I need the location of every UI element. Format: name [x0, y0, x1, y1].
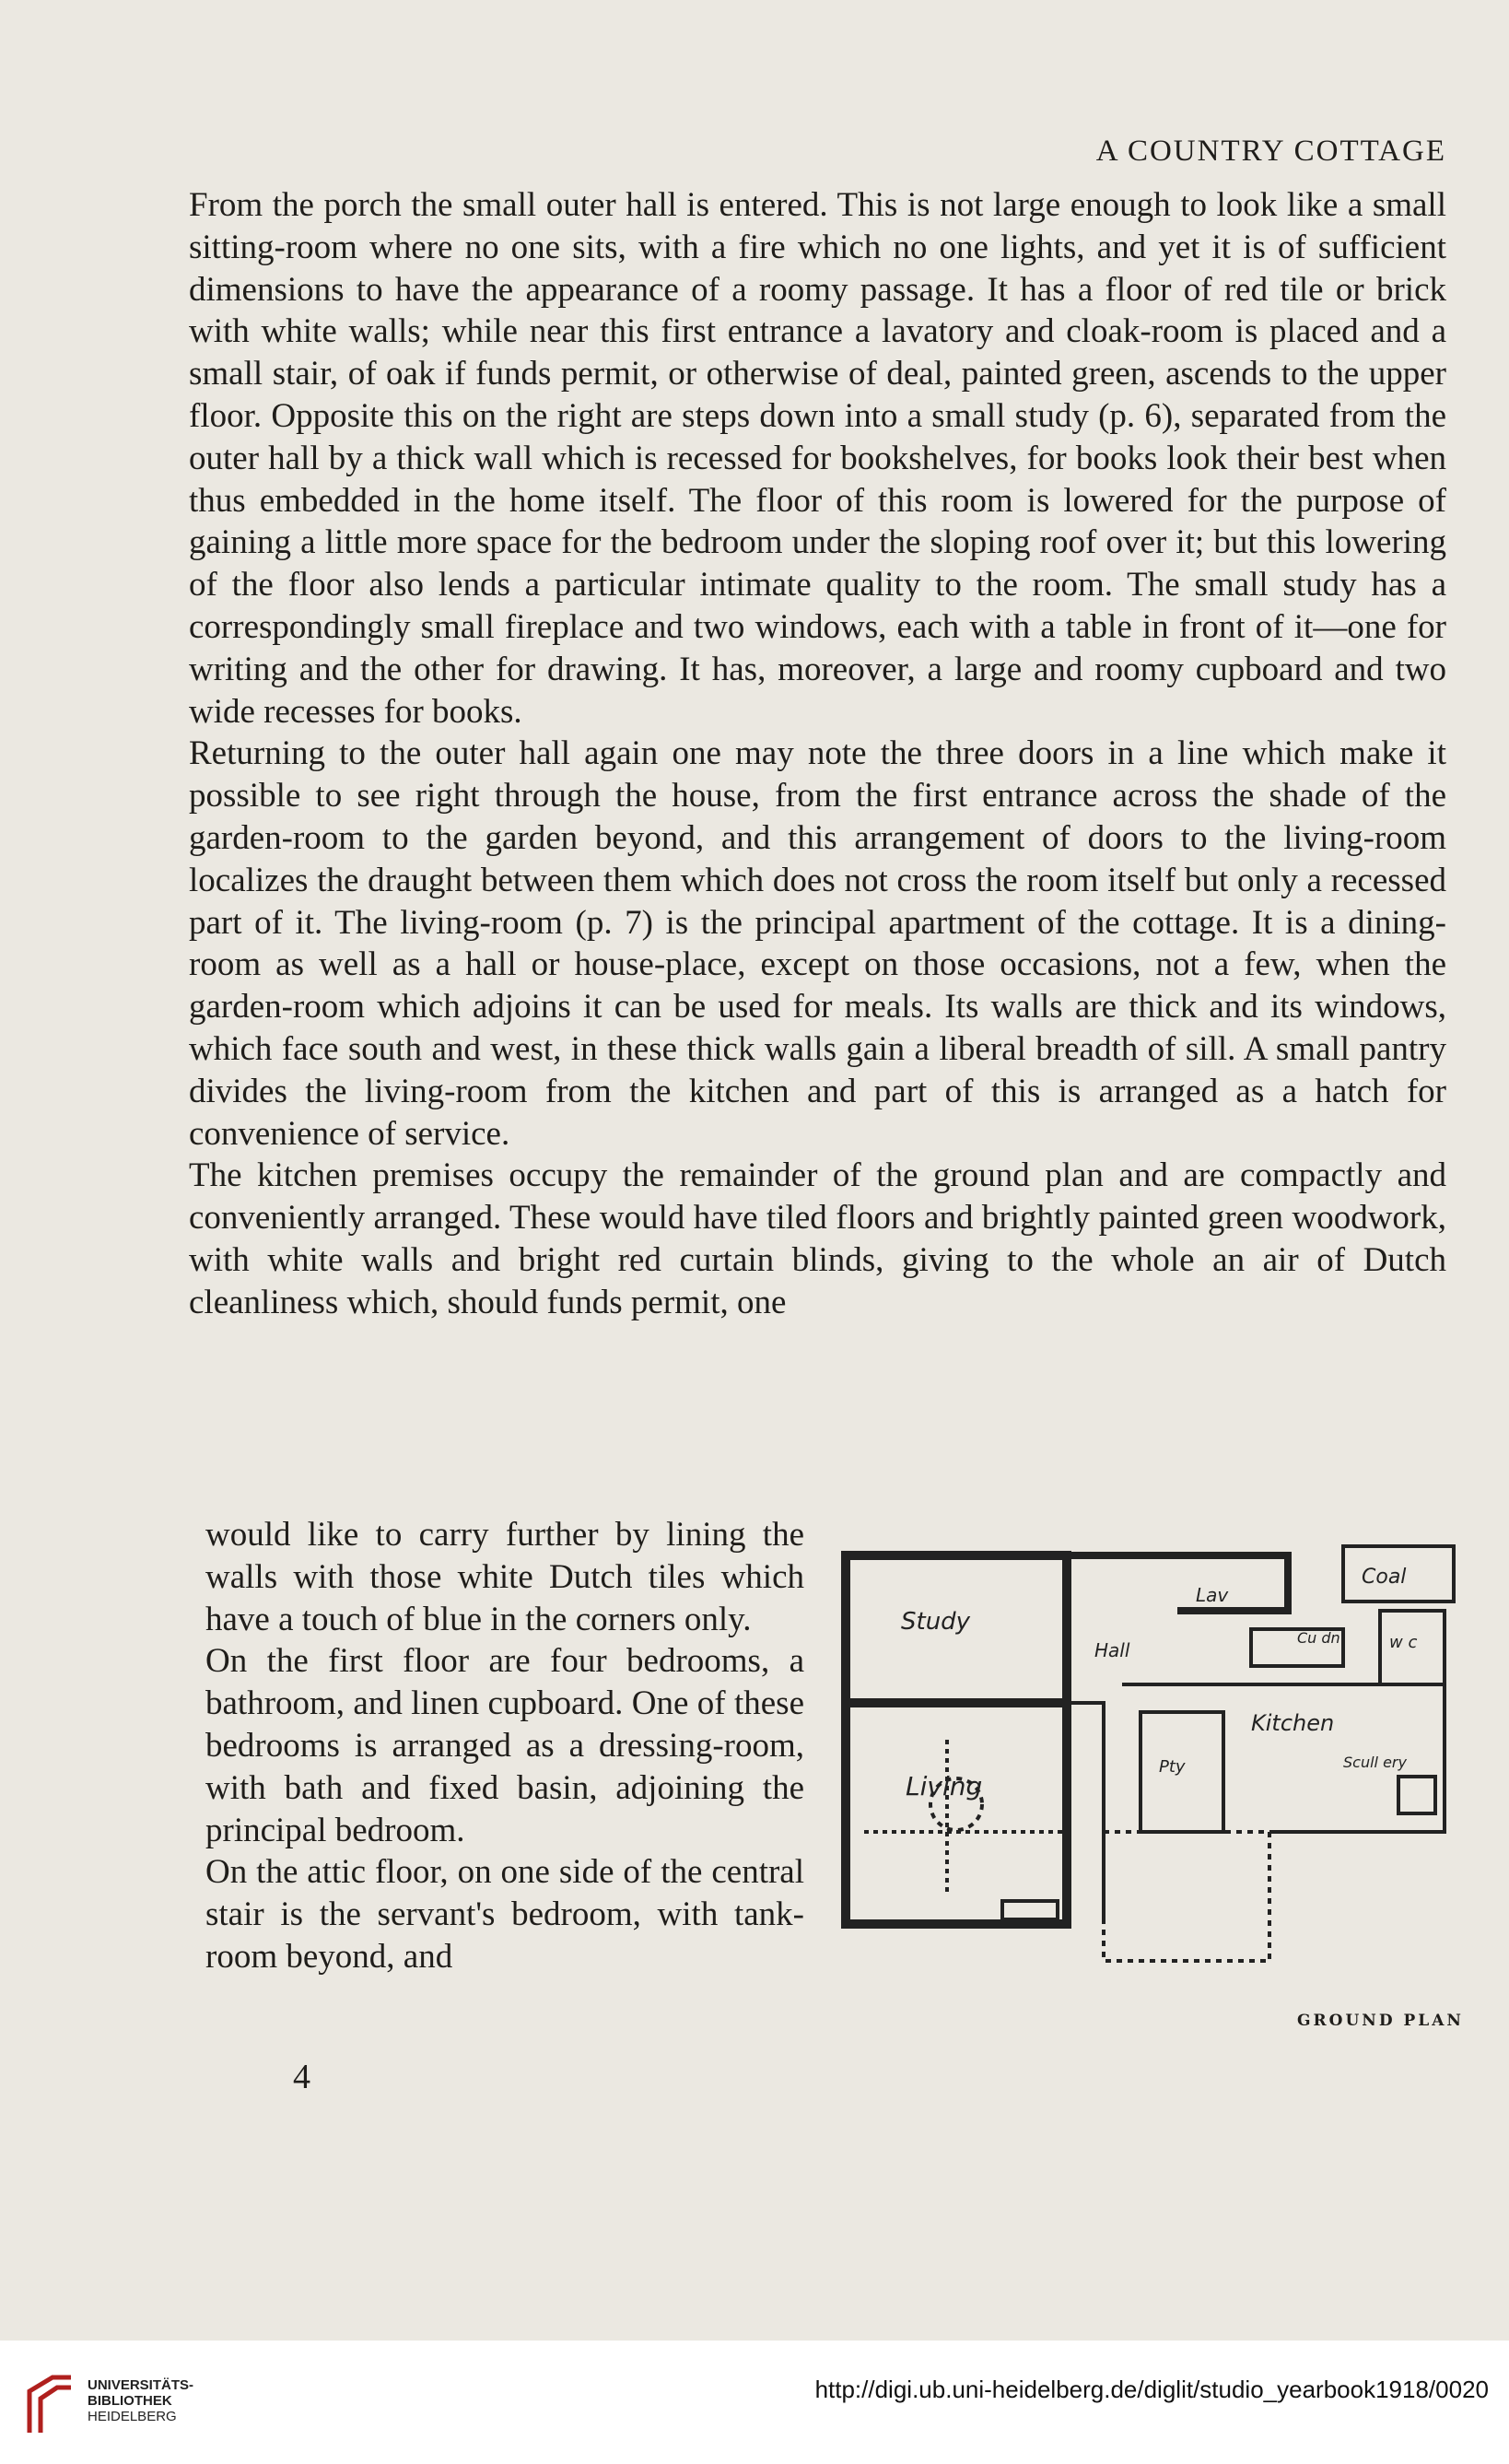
footer-bar — [0, 2341, 1509, 2464]
body-text — [189, 184, 1446, 1324]
living-room — [846, 1703, 1067, 1924]
source-url-link[interactable]: http://digi.ub.uni-heidelberg.de/diglit/studio_yearbook1918/0020 — [814, 2376, 1489, 2403]
paragraph: From the porch the small outer hall is entered. This is not large enough to look like a small sitting-room where no one sits, with a fire which no one lights, and yet it is of sufficient dimensions to have the appearance of a roomy passage. It has a floor of red tile or brick with white walls; while near this first entrance a lavatory and cloak-room is placed and a small stair, of oak if funds permit, or otherwise of deal, painted green, ascends to the upper floor. Opposite this on the right are steps down into a small study (p. 6), separated from the outer hall by a thick wall which is recessed for bookshelves, for books look their best when thus embedded in the home itself. The floor of this room is lowered for the purpose of gaining a little more space for the bedroom under the sloping roof over it; but this lowering of the floor also lends a particular intimate quality to the room. The small study has a correspondingly small fireplace and two windows, each with a table in front of it—one for writing and the other for drawing. It has, moreover, a large and roomy cupboard and two wide recesses for books. — [189, 186, 1446, 731]
kitchen-label: Kitchen — [1251, 1710, 1335, 1736]
fireplace — [1002, 1901, 1058, 1919]
running-head: A COUNTRY COTTAGE — [1095, 135, 1446, 168]
cupboard-label: Cu dn — [1297, 1629, 1340, 1647]
paragraph: On the first floor are four bedrooms, a bathroom, and linen cupboard. One of these bedrooms is arranged as a dressing-room, with bath and fixed basin, adjoining the principal bedroom. — [205, 1642, 804, 1849]
ground-plan-svg — [827, 1528, 1463, 2007]
yard — [1104, 1832, 1269, 1961]
hall-lower-wall — [1067, 1703, 1104, 1924]
ground-plan-drawing — [827, 1528, 1463, 2007]
wc-label: w c — [1389, 1633, 1418, 1652]
paragraph: The kitchen premises occupy the remainder of the ground plan and are compactly and conveniently arranged. These would have tiled floors and brightly painted green woodwork, with white walls and bright red curtain blinds, giving to the whole an air of Dutch cleanliness which, should funds permit, one — [189, 1156, 1446, 1321]
body-text-narrow — [205, 1514, 804, 1978]
paragraph: Returning to the outer hall again one may note the three doors in a line which make it possible to see right through the house, from the first entrance across the shade of the garden-room to the garden beyond, and this arrangement of doors to the living-room localizes the draught between them which does not cross the room itself but only a recessed part of it. The living-room (p. 7) is the principal apartment of the cottage. It is a dining-room as well as a hall or house-place, except on those occasions, not a few, when the garden-room which adjoins it can be used for meals. Its walls are thick and its windows, which face south and west, in these thick walls gain a liberal breadth of sill. A small pantry divides the living-room from the kitchen and part of this is arranged as a hatch for convenience of service. — [189, 734, 1446, 1153]
scullery-label: Scull ery — [1343, 1754, 1407, 1771]
paragraph: On the attic floor, on one side of the central stair is the servant's bedroom, with tank-room beyond, and — [205, 1853, 804, 1976]
pantry-label: Pty — [1159, 1757, 1186, 1777]
hall-wall — [1067, 1555, 1288, 1611]
library-logo-icon — [20, 2373, 76, 2437]
study-label: Study — [901, 1608, 971, 1636]
hall-label: Hall — [1094, 1639, 1130, 1661]
coal-label: Coal — [1362, 1566, 1407, 1589]
page-number: 4 — [293, 2058, 310, 2096]
copper — [1398, 1777, 1435, 1813]
paragraph: would like to carry further by lining the walls with those white Dutch tiles which have a touch of blue in the corners only. — [205, 1516, 804, 1638]
lav-label: Lav — [1196, 1584, 1229, 1606]
living-label: Living — [906, 1771, 983, 1801]
plan-caption: GROUND PLAN — [1297, 2012, 1464, 2030]
library-name: UNIVERSITÄTS- BIBLIOTHEK HEIDELBERG — [88, 2377, 194, 2424]
